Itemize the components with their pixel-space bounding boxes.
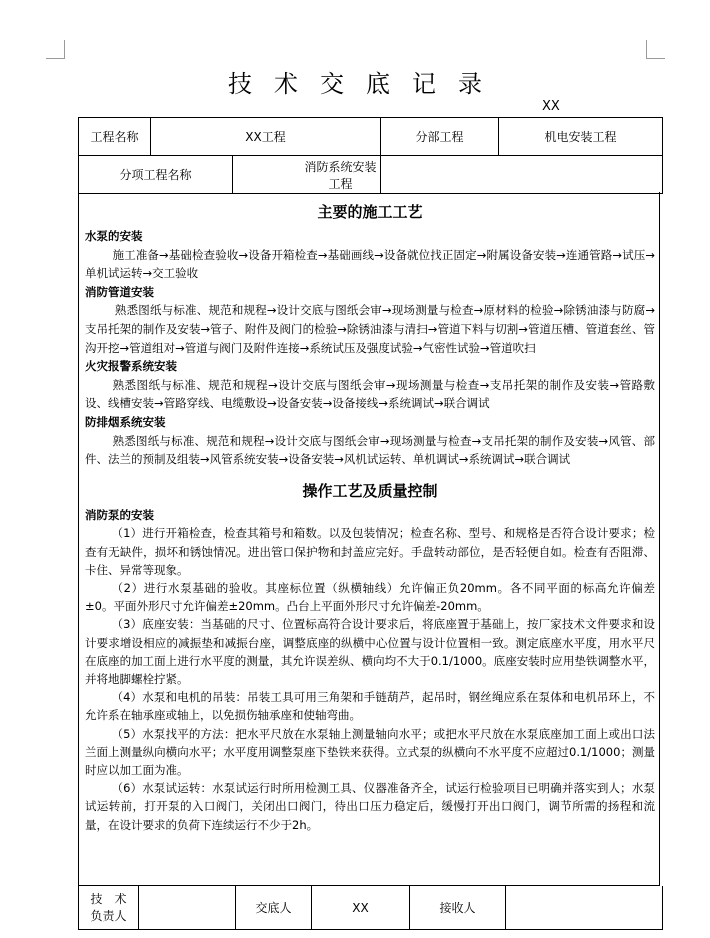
division-label: 分部工程 bbox=[381, 118, 499, 156]
handover-value: XX bbox=[312, 886, 410, 930]
subitem-row bbox=[79, 156, 381, 194]
tech-lead-value bbox=[139, 886, 236, 930]
quality-item: （2）进行水泵基础的验收。其座标位置（纵横轴线）允许偏正负20mm。各不同平面的标高允许偏差±0。平面外形尺寸允许偏差±20mm。凸台上平面外形尺寸允许偏差-20mm。 bbox=[85, 580, 655, 614]
alarm-install-text: 熟悉图纸与标准、规范和规程→设计交底与图纸会审→现场测量与检查→支吊托架的制作及安装→管路敷设、线槽安装→管路穿线、电缆敷设→设备安装→设备接线→系统调试→联合调试 bbox=[85, 377, 655, 411]
quality-item: （3）底座安装：当基础的尺寸、位置标高符合设计要求后，将底座置于基础上，按厂家技术文件要求和设计要求增设相应的减振垫和减振台座，调整底座的纵横中心位置与设计位置相一致。测定底座水平度，用水平尺在底座的加工面上进行水平度的测量，其允许误差纵、横向均不大于0.1/1000。底座安装时应用垫铁调整水平，并将地脚螺栓拧紧。 bbox=[85, 617, 655, 686]
quality-item: （1）进行开箱检查，检查其箱号和箱数。以及包装情况；检查名称、型号、和规格是否符合设计要求；检查有无缺件，损坏和锈蚀情况。进出管口保护物和封盖应完好。手盘转动部位，是否轻便自如。检查有否阻滞、卡住、异常等现象。 bbox=[85, 526, 655, 577]
pipe-install-text: 熟悉图纸与标准、规范和规程→设计交底与图纸会审→现场测量与检查→原材料的检验→除锈油漆与防腐→支吊托架的制作及安装→管子、附件及阀门的检验→除锈油漆与清扫→管道下料与切割→管道压槽、管道套丝、管沟开挖→管道组对→管道与阀门及附件连接→系统试压及强度试验→气密性试验→管道吹扫 bbox=[85, 303, 655, 355]
subitem-value: 消防系统安装工程 bbox=[304, 159, 377, 191]
alarm-install-title: 火灾报警系统安装 bbox=[85, 359, 177, 374]
handover-label: 交底人 bbox=[236, 886, 312, 930]
receiver-label: 接收人 bbox=[410, 886, 506, 930]
smoke-install-text: 熟悉图纸与标准、规范和规程→设计交底与图纸会审→现场测量与检查→支吊托架的制作及安装→风管、部件、法兰的预制及组装→风管系统安装→设备安装→风机试运转、单机调试→系统调试→联合调试 bbox=[85, 433, 655, 467]
content-box bbox=[78, 192, 660, 886]
subitem-label: 分项工程名称 bbox=[79, 156, 233, 193]
page-corner-mark-right bbox=[646, 40, 665, 59]
division-value: 机电安装工程 bbox=[499, 118, 663, 156]
quality-item: （4）水泵和电机的吊装：吊装工具可用三角架和手链葫芦，起吊时，钢丝绳应系在泵体和电机吊环上，不允许系在轴承座或轴上，以免损伤轴承座和使轴弯曲。 bbox=[85, 690, 655, 723]
tech-lead-label: 技 术 负责人 bbox=[79, 886, 139, 930]
subitem-blank bbox=[381, 156, 663, 194]
pipe-install-title: 消防管道安装 bbox=[85, 284, 154, 299]
project-name-value: XX工程 bbox=[151, 118, 381, 156]
page-corner-mark-left bbox=[46, 40, 65, 59]
document-title: 技术交底记录 bbox=[228, 70, 504, 98]
pump-install-text: 施工准备→基础检查验收→设备开箱检查→基础画线→设备就位找正固定→附属设备安装→连通管路→试压→单机试运转→交工验收 bbox=[85, 247, 655, 281]
signature-table bbox=[78, 886, 663, 930]
fire-pump-title: 消防泵的安装 bbox=[85, 507, 154, 522]
quality-item: （5）水泵找平的方法：把水平尺放在水泵轴上测量轴向水平；或把水平尺放在水泵底座加工面上或出口法兰面上测量纵向横向水平；水平度用调整泵座下垫铁来获得。立式泵的纵横向不水平度不应超过0.1/1000；测量时应以加工面为准。 bbox=[85, 726, 655, 777]
process-heading: 主要的施工工艺 bbox=[317, 203, 423, 221]
receiver-value bbox=[506, 886, 663, 930]
document-code: XX bbox=[542, 99, 560, 114]
project-name-label: 工程名称 bbox=[79, 118, 151, 156]
pump-install-title: 水泵的安装 bbox=[85, 229, 143, 243]
quality-heading: 操作工艺及质量控制 bbox=[302, 481, 438, 500]
quality-item: （6）水泵试运转：水泵试运行时所用检测工具、仪器准备齐全，试运行检验项目已明确并落实到人；水泵试运转前，打开泵的入口阀门，关闭出口阀门，待出口压力稳定后，缓慢打开出口阀门，调节所需的扬程和流量，在设计要求的负荷下连续运行不少于2h。 bbox=[85, 781, 655, 832]
smoke-install-title: 防排烟系统安装 bbox=[85, 414, 166, 429]
header-table bbox=[78, 117, 663, 194]
